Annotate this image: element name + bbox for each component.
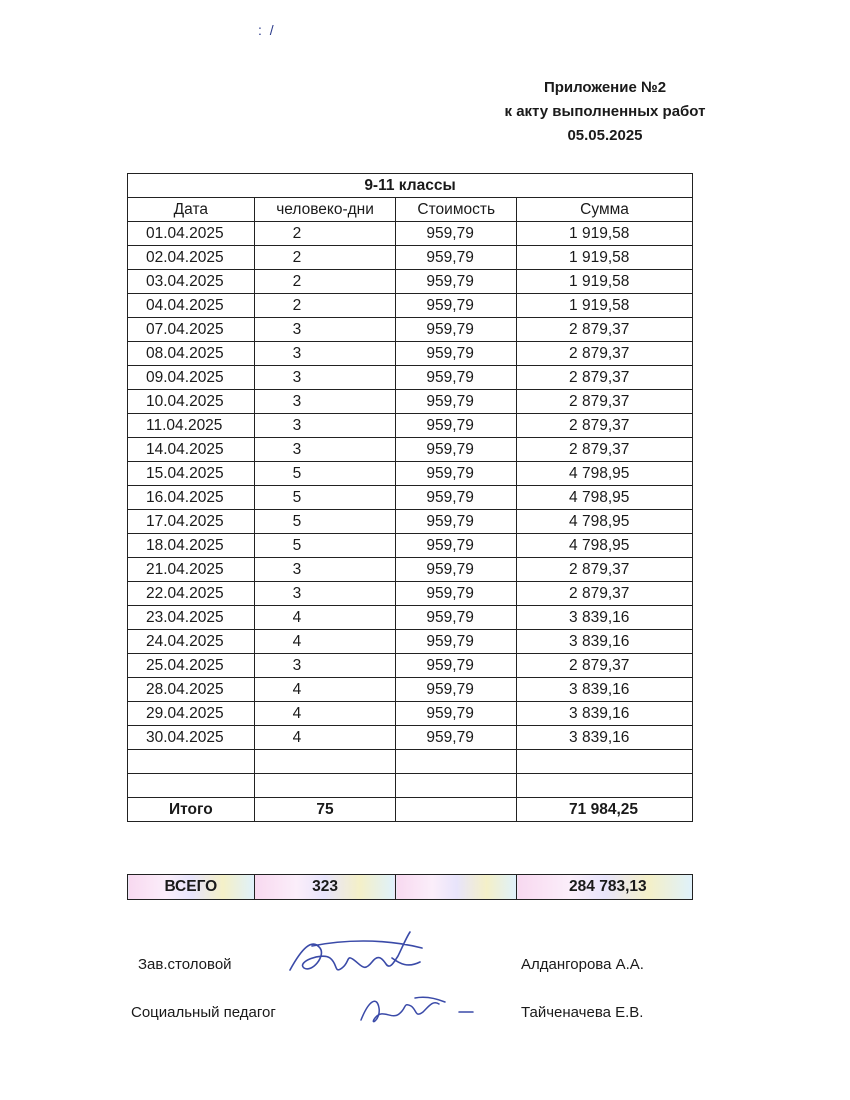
- grand-total-row: [128, 875, 693, 900]
- cell-cost: 959,79: [396, 678, 517, 702]
- grand-total-people: 323: [254, 875, 396, 900]
- cell-sum: 1 919,58: [517, 246, 693, 270]
- empty-cell: [517, 750, 693, 774]
- table-row: [128, 654, 693, 678]
- cell-sum: 1 919,58: [517, 270, 693, 294]
- cell-sum: 1 919,58: [517, 294, 693, 318]
- empty-row: [128, 774, 693, 798]
- cell-cost: 959,79: [396, 246, 517, 270]
- cell-date: 29.04.2025: [128, 702, 255, 726]
- cell-person-days: 5: [254, 486, 396, 510]
- cell-person-days: 5: [254, 462, 396, 486]
- total-label: Итого: [128, 798, 255, 822]
- cell-date: 18.04.2025: [128, 534, 255, 558]
- cell-date: 03.04.2025: [128, 270, 255, 294]
- cell-person-days: 5: [254, 534, 396, 558]
- cell-date: 17.04.2025: [128, 510, 255, 534]
- header-subtitle: к акту выполненных работ: [504, 103, 706, 120]
- cell-cost: 959,79: [396, 462, 517, 486]
- cell-sum: 2 879,37: [517, 654, 693, 678]
- cell-person-days: 2: [254, 246, 396, 270]
- cell-cost: 959,79: [396, 318, 517, 342]
- cell-person-days: 4: [254, 630, 396, 654]
- grand-total-table: [127, 874, 693, 900]
- cell-date: 01.04.2025: [128, 222, 255, 246]
- signature-name-2: Тайченачева Е.В.: [521, 1004, 644, 1021]
- signature-name-1: Алдангорова А.А.: [521, 956, 644, 973]
- table-row: [128, 486, 693, 510]
- cell-sum: 1 919,58: [517, 222, 693, 246]
- cell-date: 15.04.2025: [128, 462, 255, 486]
- cell-date: 23.04.2025: [128, 606, 255, 630]
- empty-cell: [254, 750, 396, 774]
- cell-date: 11.04.2025: [128, 414, 255, 438]
- cell-person-days: 3: [254, 318, 396, 342]
- cell-sum: 2 879,37: [517, 390, 693, 414]
- signature-role-2: Социальный педагог: [131, 1004, 276, 1021]
- cell-cost: 959,79: [396, 558, 517, 582]
- table-row: [128, 222, 693, 246]
- column-header: Сумма: [517, 198, 693, 222]
- empty-row: [128, 750, 693, 774]
- cell-person-days: 3: [254, 390, 396, 414]
- cell-person-days: 4: [254, 678, 396, 702]
- table-row: [128, 342, 693, 366]
- scan-mark: : /: [258, 22, 276, 38]
- cell-cost: 959,79: [396, 414, 517, 438]
- grand-total-cost: [396, 875, 517, 900]
- cell-date: 02.04.2025: [128, 246, 255, 270]
- cell-person-days: 3: [254, 414, 396, 438]
- table-row: [128, 414, 693, 438]
- cell-date: 16.04.2025: [128, 486, 255, 510]
- table-row: [128, 534, 693, 558]
- cell-sum: 2 879,37: [517, 414, 693, 438]
- cell-date: 04.04.2025: [128, 294, 255, 318]
- cell-date: 09.04.2025: [128, 366, 255, 390]
- table-row: [128, 390, 693, 414]
- cell-sum: 2 879,37: [517, 318, 693, 342]
- total-sum: 71 984,25: [517, 798, 693, 822]
- cell-cost: 959,79: [396, 606, 517, 630]
- handwritten-signature-2: [355, 990, 485, 1035]
- grand-total-sum: 284 783,13: [517, 875, 693, 900]
- empty-cell: [517, 774, 693, 798]
- cell-cost: 959,79: [396, 486, 517, 510]
- column-header: Дата: [128, 198, 255, 222]
- table-row: [128, 558, 693, 582]
- table-row: [128, 702, 693, 726]
- total-person-days: 75: [254, 798, 396, 822]
- cell-person-days: 2: [254, 270, 396, 294]
- table-row: [128, 606, 693, 630]
- cell-sum: 4 798,95: [517, 486, 693, 510]
- cell-sum: 2 879,37: [517, 366, 693, 390]
- cell-cost: 959,79: [396, 654, 517, 678]
- cell-person-days: 5: [254, 510, 396, 534]
- cell-sum: 2 879,37: [517, 582, 693, 606]
- table-header-row: [128, 198, 693, 222]
- cell-date: 21.04.2025: [128, 558, 255, 582]
- cell-cost: 959,79: [396, 438, 517, 462]
- cell-date: 24.04.2025: [128, 630, 255, 654]
- table-row: [128, 366, 693, 390]
- cell-cost: 959,79: [396, 222, 517, 246]
- cell-person-days: 3: [254, 366, 396, 390]
- column-header: человеко-дни: [254, 198, 396, 222]
- total-row: [128, 798, 693, 822]
- cell-date: 08.04.2025: [128, 342, 255, 366]
- table-row: [128, 582, 693, 606]
- cell-sum: 2 879,37: [517, 342, 693, 366]
- cell-cost: 959,79: [396, 510, 517, 534]
- empty-cell: [128, 750, 255, 774]
- empty-cell: [396, 774, 517, 798]
- cell-sum: 2 879,37: [517, 438, 693, 462]
- cell-person-days: 4: [254, 606, 396, 630]
- cell-cost: 959,79: [396, 534, 517, 558]
- empty-cell: [128, 774, 255, 798]
- cell-person-days: 2: [254, 222, 396, 246]
- table-row: [128, 678, 693, 702]
- cell-cost: 959,79: [396, 582, 517, 606]
- cell-date: 14.04.2025: [128, 438, 255, 462]
- cell-sum: 3 839,16: [517, 606, 693, 630]
- table-row: [128, 294, 693, 318]
- table-row: [128, 438, 693, 462]
- cell-cost: 959,79: [396, 390, 517, 414]
- cell-date: 30.04.2025: [128, 726, 255, 750]
- empty-cell: [254, 774, 396, 798]
- header-date: 05.05.2025: [567, 127, 643, 144]
- cell-cost: 959,79: [396, 726, 517, 750]
- header-title: Приложение №2: [543, 79, 667, 96]
- cell-person-days: 3: [254, 558, 396, 582]
- cell-cost: 959,79: [396, 366, 517, 390]
- cell-date: 25.04.2025: [128, 654, 255, 678]
- cell-sum: 4 798,95: [517, 462, 693, 486]
- cell-person-days: 4: [254, 726, 396, 750]
- cell-cost: 959,79: [396, 270, 517, 294]
- cell-sum: 4 798,95: [517, 534, 693, 558]
- cell-person-days: 4: [254, 702, 396, 726]
- cell-cost: 959,79: [396, 630, 517, 654]
- cell-sum: 3 839,16: [517, 702, 693, 726]
- cell-person-days: 3: [254, 438, 396, 462]
- cell-sum: 2 879,37: [517, 558, 693, 582]
- cell-sum: 3 839,16: [517, 630, 693, 654]
- table-row: [128, 270, 693, 294]
- cell-cost: 959,79: [396, 294, 517, 318]
- cell-person-days: 3: [254, 582, 396, 606]
- table-row: [128, 726, 693, 750]
- cell-sum: 3 839,16: [517, 726, 693, 750]
- cell-person-days: 2: [254, 294, 396, 318]
- cell-cost: 959,79: [396, 702, 517, 726]
- cell-date: 28.04.2025: [128, 678, 255, 702]
- meals-table: [127, 173, 693, 822]
- table-row: [128, 318, 693, 342]
- handwritten-signature-1: [282, 918, 432, 988]
- cell-sum: 4 798,95: [517, 510, 693, 534]
- table-title-row: [128, 174, 693, 198]
- total-cost: [396, 798, 517, 822]
- signature-role-1: Зав.столовой: [138, 956, 232, 973]
- table-row: [128, 462, 693, 486]
- cell-date: 10.04.2025: [128, 390, 255, 414]
- table-row: [128, 630, 693, 654]
- cell-sum: 3 839,16: [517, 678, 693, 702]
- grand-total-label: ВСЕГО: [128, 875, 255, 900]
- column-header: Стоимость: [396, 198, 517, 222]
- table-row: [128, 510, 693, 534]
- cell-person-days: 3: [254, 342, 396, 366]
- empty-cell: [396, 750, 517, 774]
- document-header: [470, 76, 740, 148]
- cell-person-days: 3: [254, 654, 396, 678]
- cell-date: 07.04.2025: [128, 318, 255, 342]
- cell-cost: 959,79: [396, 342, 517, 366]
- table-title: 9-11 классы: [128, 174, 693, 198]
- table-row: [128, 246, 693, 270]
- cell-date: 22.04.2025: [128, 582, 255, 606]
